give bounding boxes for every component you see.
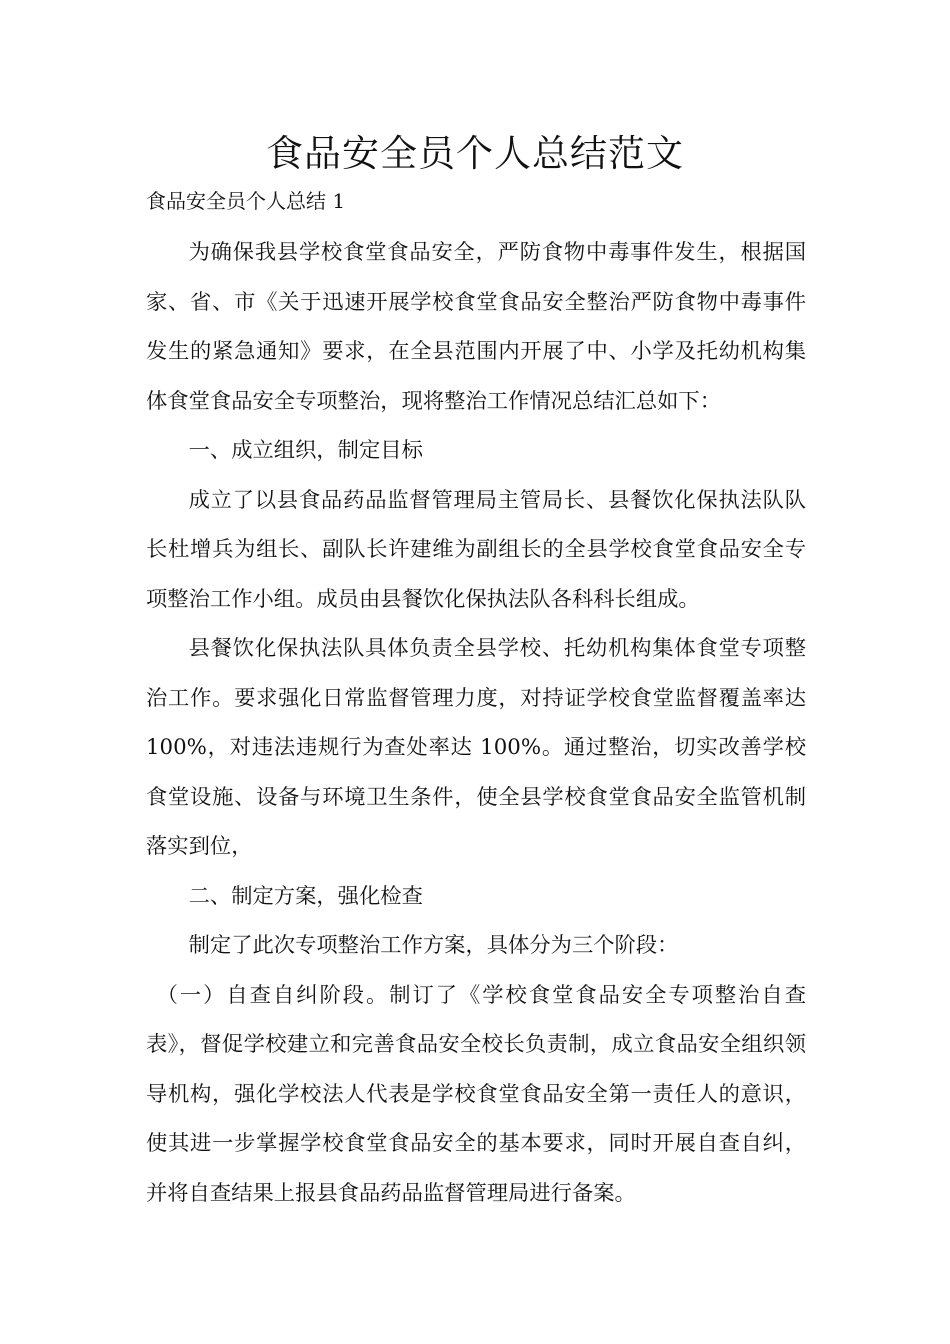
section-heading: 食品安全员个人总结 1: [146, 189, 346, 213]
heading-section-2: 二、制定方案，强化检查: [188, 883, 423, 909]
document-title: 食品安全员个人总结范文: [266, 132, 684, 175]
paragraph-intro: 为确保我县学校食堂食品安全，严防食物中毒事件发生，根据国家、省、市《关于迅速开展学校食堂食品安全整治严防食物中毒事件发生的紧急通知》要求，在全县范围内开展了中、小学及托幼机构集体食堂食品安全专项整治，现将整治工作情况总结汇总如下：: [146, 240, 806, 414]
paragraph-plan: 制定了此次专项整治工作方案，具体分为三个阶段：: [188, 933, 679, 958]
paragraph-targets: 县餐饮化保执法队具体负责全县学校、托幼机构集体食堂专项整治工作。要求强化日常监督管理力度，对持证学校食堂监督覆盖率达 100%，对违法违规行为查处率达 100%。通过整治，切实改善学校食堂设施、设备与环境卫生条件，使全县学校食堂食品安全监管机制落实到位，: [146, 636, 806, 859]
paragraph-stage-1: （一）自查自纠阶段。制订了《学校食堂食品安全专项整治自查表》，督促学校建立和完善食品安全校长负责制，成立食品安全组织领导机构，强化学校法人代表是学校食堂食品安全第一责任人的意识，使其进一步掌握学校食堂食品安全的基本要求，同时开展自查自纠，并将自查结果上报县食品药品监督管理局进行备案。: [146, 982, 806, 1206]
heading-section-1: 一、成立组织，制定目标: [188, 438, 423, 463]
document-body: [146, 228, 806, 1218]
paragraph-organization: 成立了以县食品药品监督管理局主管局长、县餐饮化保执法队队长杜增兵为组长、副队长许建维为副组长的全县学校食堂食品安全专项整治工作小组。成员由县餐饮化保执法队各科科长组成。: [146, 487, 806, 612]
